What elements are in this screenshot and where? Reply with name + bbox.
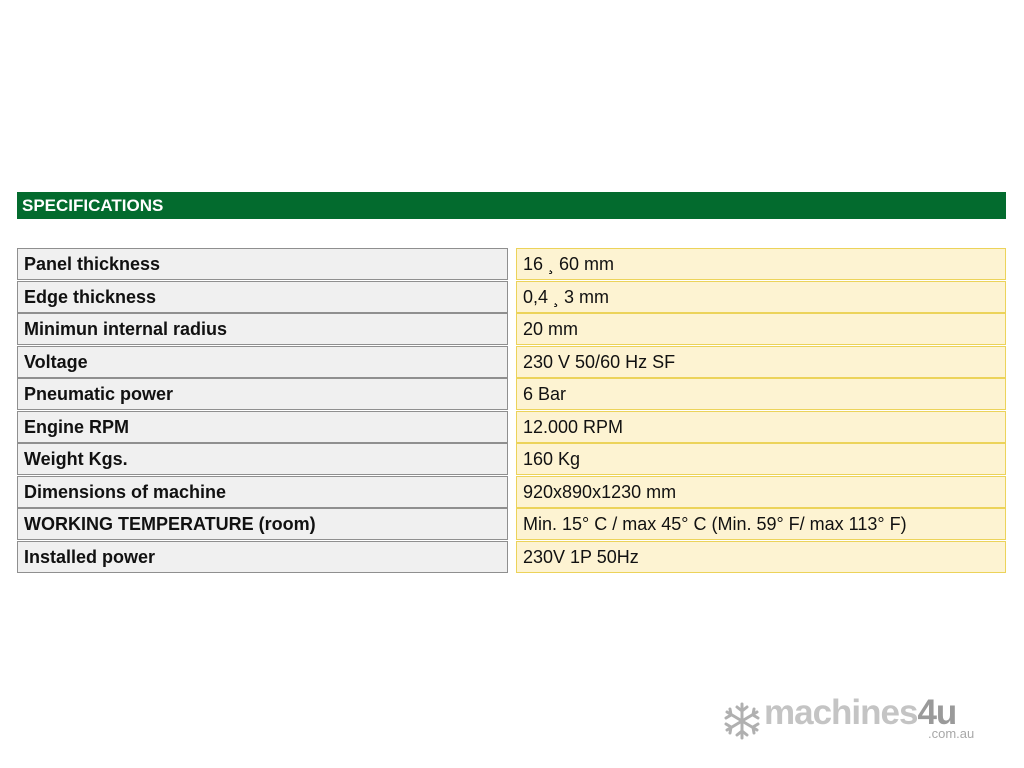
spec-label: Edge thickness — [17, 281, 508, 313]
brand-text: machines — [764, 693, 918, 732]
spec-row — [17, 476, 1006, 506]
spec-row — [17, 281, 1006, 311]
spec-row — [17, 508, 1006, 538]
spec-row — [17, 378, 1006, 408]
spec-row — [17, 411, 1006, 441]
spec-label: Minimun internal radius — [17, 313, 508, 345]
spec-row — [17, 248, 1006, 278]
spec-label: Engine RPM — [17, 411, 508, 443]
spec-label: Dimensions of machine — [17, 476, 508, 508]
spec-value: 12.000 RPM — [516, 411, 1006, 443]
spec-label: WORKING TEMPERATURE (room) — [17, 508, 508, 540]
specifications-table — [17, 248, 1006, 573]
specifications-header: SPECIFICATIONS — [17, 192, 1006, 219]
spec-value: 20 mm — [516, 313, 1006, 345]
spec-label: Installed power — [17, 541, 508, 573]
spec-label: Pneumatic power — [17, 378, 508, 410]
spec-row — [17, 313, 1006, 343]
spec-label: Weight Kgs. — [17, 443, 508, 475]
machines4u-watermark — [722, 693, 992, 743]
spec-label: Panel thickness — [17, 248, 508, 280]
spec-value: 6 Bar — [516, 378, 1006, 410]
spec-value: Min. 15° C / max 45° C (Min. 59° F/ max 113° F) — [516, 508, 1006, 540]
spec-row — [17, 541, 1006, 571]
spec-value: 160 Kg — [516, 443, 1006, 475]
spec-row — [17, 346, 1006, 376]
spec-value: 0,4 ¸ 3 mm — [516, 281, 1006, 313]
spec-label: Voltage — [17, 346, 508, 378]
snowflake-logo-icon — [722, 701, 762, 741]
brand-accent-text: 4u — [917, 693, 957, 732]
spec-value: 230 V 50/60 Hz SF — [516, 346, 1006, 378]
brand-domain: .com.au — [928, 726, 975, 741]
spec-row — [17, 443, 1006, 473]
spec-value: 920x890x1230 mm — [516, 476, 1006, 508]
spec-value: 230V 1P 50Hz — [516, 541, 1006, 573]
spec-value: 16 ¸ 60 mm — [516, 248, 1006, 280]
